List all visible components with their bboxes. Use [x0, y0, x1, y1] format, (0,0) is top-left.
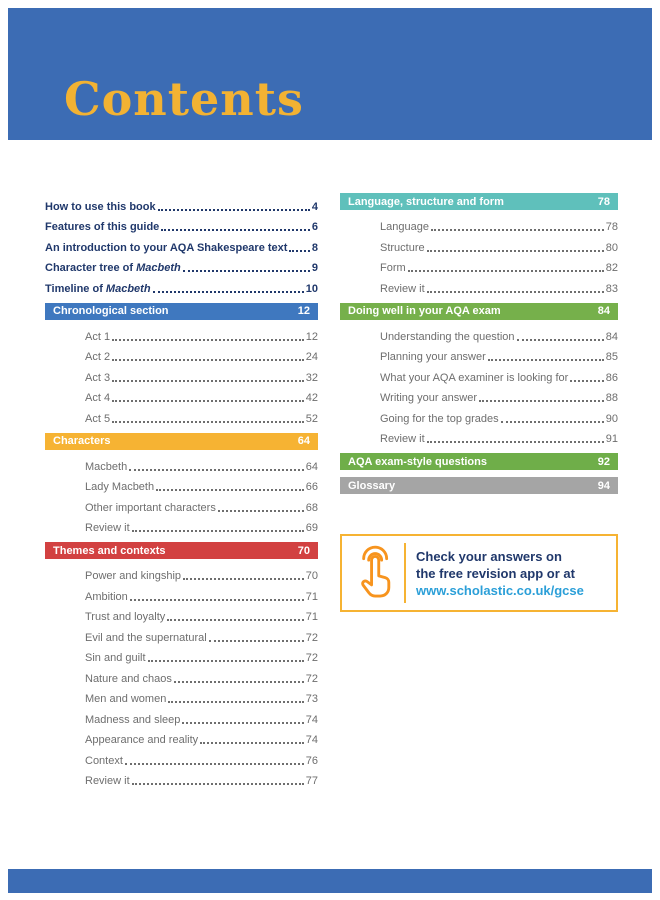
toc-entry	[45, 686, 318, 707]
dot-leader	[132, 783, 304, 785]
toc-entry-page: 69	[305, 522, 318, 535]
dot-leader	[156, 489, 304, 491]
section-header-bar	[340, 303, 618, 320]
toc-entry-label: Features of this guide	[45, 221, 160, 234]
toc-section	[340, 477, 618, 494]
toc-entry	[45, 604, 318, 625]
dot-leader	[161, 229, 310, 231]
dot-leader	[148, 660, 304, 662]
toc-entry	[45, 474, 318, 495]
dot-leader	[112, 359, 304, 361]
dot-leader	[427, 250, 604, 252]
toc-entry-label: Sin and guilt	[85, 652, 146, 665]
toc-entry	[45, 323, 318, 344]
dot-leader	[200, 742, 304, 744]
intro-list	[45, 193, 318, 296]
toc-entry	[45, 364, 318, 385]
callout-url: www.scholastic.co.uk/gcse	[416, 582, 584, 598]
dot-leader	[153, 291, 304, 293]
section-page: 64	[297, 435, 310, 447]
toc-entry	[45, 405, 318, 426]
toc-entry	[340, 385, 618, 406]
toc-entry-page: 70	[305, 570, 318, 583]
toc-entry	[45, 234, 318, 255]
dot-leader	[112, 400, 304, 402]
toc-entry-page: 24	[305, 351, 318, 364]
toc-entry-label: Review it	[380, 282, 425, 295]
toc-entry	[45, 768, 318, 789]
toc-entry-label: Madness and sleep	[85, 713, 181, 726]
toc-entry-page: 80	[605, 241, 618, 254]
dot-leader	[112, 339, 304, 341]
toc-entry-page: 6	[311, 221, 318, 234]
toc-entry-label: Act 3	[85, 371, 111, 384]
section-page: 94	[597, 479, 610, 492]
dot-leader	[427, 291, 604, 293]
section-title: Chronological section	[53, 305, 169, 317]
toc-entry	[340, 426, 618, 447]
section-title: Language, structure and form	[348, 195, 504, 208]
toc-entry	[340, 234, 618, 255]
toc-entry-label: Nature and chaos	[85, 672, 172, 685]
toc-entry-label: Trust and loyalty	[85, 611, 166, 624]
toc-entry-page: 10	[305, 282, 318, 295]
toc-entry-page: 82	[605, 262, 618, 275]
section-title: Characters	[53, 435, 111, 447]
toc-entry	[45, 665, 318, 686]
dot-leader	[168, 701, 303, 703]
toc-entry-label: Act 1	[85, 330, 111, 343]
toc-entry-label: Macbeth	[85, 460, 128, 473]
section-page: 84	[597, 305, 610, 317]
dot-leader	[125, 763, 304, 765]
toc-entry-label: Form	[380, 262, 406, 275]
section-page: 92	[597, 455, 610, 468]
dot-leader	[129, 469, 304, 471]
toc-entry-label: Review it	[85, 775, 130, 788]
section-page: 70	[297, 544, 310, 557]
dot-leader	[479, 400, 604, 402]
toc-entry-label: Context	[85, 754, 123, 767]
dot-leader	[167, 619, 303, 621]
toc-entry-page: 88	[605, 392, 618, 405]
section-header-bar	[45, 542, 318, 559]
toc-entry-label: Act 5	[85, 412, 111, 425]
dot-leader	[218, 510, 304, 512]
toc-entry-label: Act 2	[85, 351, 111, 364]
dot-leader	[517, 339, 604, 341]
toc-entry-page: 73	[305, 693, 318, 706]
dot-leader	[408, 270, 604, 272]
toc-entry-page: 64	[305, 460, 318, 473]
toc-section	[340, 453, 618, 470]
callout-line-1: Check your answers on	[416, 548, 562, 564]
toc-entry-page: 4	[311, 200, 318, 213]
toc-entry-page: 72	[305, 672, 318, 685]
tap-hand-icon	[342, 545, 404, 601]
footer-band	[8, 869, 652, 893]
toc-entry-label: Other important characters	[85, 501, 216, 514]
toc-entry-label: How to use this book	[45, 200, 156, 213]
toc-entry-label: Structure	[380, 241, 425, 254]
toc-entry-label: Review it	[380, 433, 425, 446]
toc-entry	[45, 563, 318, 584]
toc-entry-label: Review it	[85, 522, 130, 535]
toc-section	[340, 193, 618, 296]
revision-app-callout	[340, 534, 618, 612]
toc-entry	[45, 727, 318, 748]
dot-leader	[488, 359, 604, 361]
toc-entry	[45, 624, 318, 645]
toc-entry	[45, 344, 318, 365]
toc-section	[45, 542, 318, 788]
toc-entry-label: What your AQA examiner is looking for	[380, 371, 569, 384]
toc-entry-page: 83	[605, 282, 618, 295]
section-items	[45, 563, 318, 789]
toc-entry-page: 76	[305, 754, 318, 767]
dot-leader	[132, 530, 304, 532]
header-band	[8, 8, 652, 140]
toc-entry	[45, 583, 318, 604]
dot-leader	[112, 380, 304, 382]
toc-entry	[340, 214, 618, 235]
toc-entry	[45, 494, 318, 515]
toc-entry-label: Act 4	[85, 392, 111, 405]
toc-entry	[45, 255, 318, 276]
toc-entry-page: 8	[311, 241, 318, 254]
section-page: 78	[597, 195, 610, 208]
dot-leader	[182, 722, 303, 724]
right-sections	[340, 193, 618, 494]
toc-entry-page: 32	[305, 371, 318, 384]
toc-section	[45, 433, 318, 536]
toc-entry	[45, 453, 318, 474]
toc-entry	[340, 255, 618, 276]
contents-left-column	[45, 193, 318, 788]
section-title: Glossary	[348, 479, 396, 492]
dot-leader	[431, 229, 604, 231]
toc-entry-page: 85	[605, 351, 618, 364]
section-header-bar	[340, 193, 618, 210]
toc-entry	[45, 385, 318, 406]
toc-entry-page: 68	[305, 501, 318, 514]
toc-entry-page: 77	[305, 775, 318, 788]
toc-entry-page: 78	[605, 221, 618, 234]
callout-line-2: the free revision app or at	[416, 565, 575, 581]
toc-entry-page: 42	[305, 392, 318, 405]
dot-leader	[427, 441, 604, 443]
toc-entry-page: 72	[305, 631, 318, 644]
toc-entry	[45, 645, 318, 666]
toc-entry-label: Language	[380, 221, 429, 234]
toc-entry-label: Going for the top grades	[380, 412, 499, 425]
toc-entry-page: 71	[305, 611, 318, 624]
toc-section	[45, 303, 318, 426]
section-title: Doing well in your AQA exam	[348, 305, 501, 317]
toc-entry-label: Planning your answer	[380, 351, 486, 364]
dot-leader	[183, 578, 304, 580]
dot-leader	[209, 640, 304, 642]
toc-entry	[340, 405, 618, 426]
dot-leader	[174, 681, 304, 683]
toc-entry-label: Appearance and reality	[85, 734, 199, 747]
toc-entry	[45, 275, 318, 296]
dot-leader	[183, 270, 310, 272]
toc-entry-page: 91	[605, 433, 618, 446]
left-sections	[45, 303, 318, 789]
toc-entry-page: 90	[605, 412, 618, 425]
toc-entry-label: Power and kingship	[85, 570, 182, 583]
section-items	[45, 453, 318, 535]
contents-body	[45, 193, 618, 788]
toc-entry	[45, 747, 318, 768]
toc-entry-page: 72	[305, 652, 318, 665]
toc-entry-page: 66	[305, 481, 318, 494]
toc-entry	[45, 515, 318, 536]
toc-entry-label: Ambition	[85, 590, 128, 603]
toc-entry	[45, 214, 318, 235]
toc-entry	[340, 275, 618, 296]
section-header-bar	[45, 303, 318, 320]
toc-entry	[340, 344, 618, 365]
toc-entry-page: 74	[305, 713, 318, 726]
toc-entry-label: An introduction to your AQA Shakespeare text	[45, 241, 288, 254]
section-header-bar	[45, 433, 318, 450]
dot-leader	[112, 421, 304, 423]
toc-entry-page: 12	[305, 330, 318, 343]
dot-leader	[501, 421, 604, 423]
contents-right-column	[340, 193, 618, 788]
section-page: 12	[297, 305, 310, 317]
section-header-bar	[340, 477, 618, 494]
toc-entry-label: Timeline of Macbeth	[45, 282, 151, 295]
toc-entry-label: Evil and the supernatural	[85, 631, 207, 644]
section-items	[340, 323, 618, 446]
section-title: Themes and contexts	[53, 544, 166, 557]
toc-entry	[340, 323, 618, 344]
section-items	[45, 323, 318, 426]
toc-entry-page: 52	[305, 412, 318, 425]
toc-entry-label: Men and women	[85, 693, 167, 706]
toc-section	[340, 303, 618, 447]
section-header-bar	[340, 453, 618, 470]
callout-text	[406, 548, 584, 599]
toc-entry-label: Lady Macbeth	[85, 481, 155, 494]
dot-leader	[570, 380, 603, 382]
toc-entry-page: 84	[605, 330, 618, 343]
toc-entry-page: 86	[605, 371, 618, 384]
toc-entry-label: Writing your answer	[380, 392, 477, 405]
toc-entry	[45, 193, 318, 214]
section-title: AQA exam-style questions	[348, 455, 487, 468]
toc-entry-page: 9	[311, 262, 318, 275]
dot-leader	[158, 209, 310, 211]
toc-entry-page: 71	[305, 590, 318, 603]
section-items	[340, 214, 618, 296]
page-title: Contents	[64, 72, 304, 126]
toc-entry-label: Understanding the question	[380, 330, 515, 343]
dot-leader	[289, 250, 309, 252]
toc-entry	[45, 706, 318, 727]
toc-entry-page: 74	[305, 734, 318, 747]
dot-leader	[130, 599, 304, 601]
toc-entry	[340, 364, 618, 385]
toc-entry-label: Character tree of Macbeth	[45, 262, 181, 275]
